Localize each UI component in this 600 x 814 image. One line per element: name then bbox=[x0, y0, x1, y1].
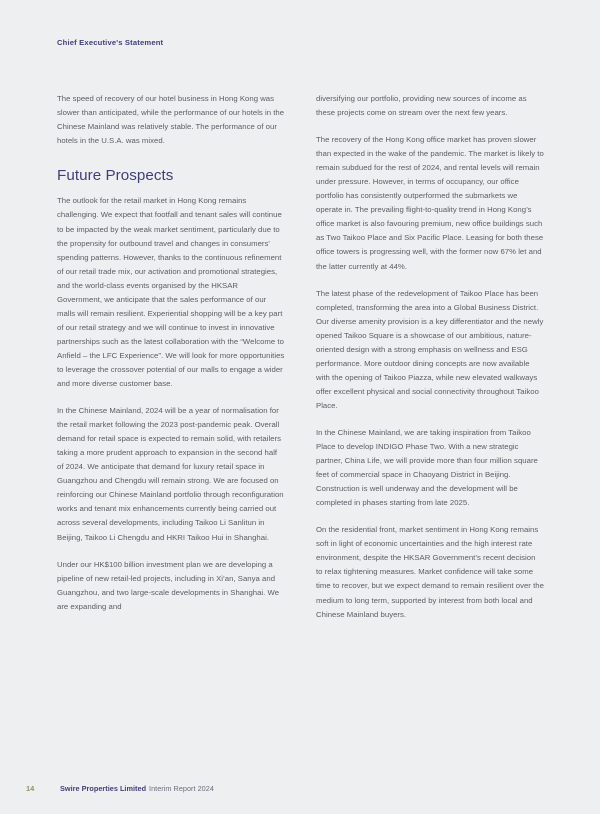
footer-company-name: Swire Properties Limited bbox=[60, 784, 147, 793]
right-column bbox=[316, 92, 544, 622]
page-footer bbox=[26, 784, 214, 793]
paragraph: The speed of recovery of our hotel business in Hong Kong was slower than anticipated, while the performance of our hotels in the Chinese Mainland was relatively stable. The performance of our hotels in the U.S.A. was mixed. bbox=[57, 94, 285, 146]
paragraph: The latest phase of the redevelopment of Taikoo Place has been completed, transforming the area into a Global Business District. Our diverse amenity provision is a key differentiator and the newly opened Taikoo Square is a showcase of our ambitious, nature-oriented design with a strong emphasis on wellness and ESG performance. More outdoor dining concepts are now available with the opening of Taikoo Piazza, while new elevated walkways offer excellent physical and social connectivity throughout Taikoo Place. bbox=[316, 288, 544, 410]
section-heading-future-prospects: Future Prospects bbox=[57, 167, 174, 185]
paragraph: diversifying our portfolio, providing new sources of income as these projects come on stream over the next few years. bbox=[316, 94, 527, 118]
footer-report-title: Interim Report 2024 bbox=[149, 784, 214, 793]
paragraph: The recovery of the Hong Kong office market has proven slower than expected in the wake of the pandemic. The market is likely to remain subdued for the rest of 2024, and rental levels will remain under pressure. However, in terms of occupancy, our office portfolio has consistently outperformed the submarkets we operate in. The prevailing flight-to-quality trend in Hong Kong’s office market is also favouring premium, new office buildings such as Two Taikoo Place and Six Pacific Place. Leasing for both these office towers is progressing well, with the former now 67% let and the latter currently at 44%. bbox=[316, 135, 544, 271]
paragraph: Under our HK$100 billion investment plan we are developing a pipeline of new retail-led projects, including in Xi’an, Sanya and Guangzhou, and two large-scale developments in Shanghai. We are expanding and bbox=[57, 559, 280, 611]
paragraph: In the Chinese Mainland, we are taking inspiration from Taikoo Place to develop INDIGO Phase Two. With a new strategic partner, China Life, we will provide more than four million square feet of commercial space in Chaoyang District in Beijing. Construction is well underway and the development will be completed in phases starting from late 2025. bbox=[316, 427, 538, 508]
paragraph: In the Chinese Mainland, 2024 will be a year of normalisation for the retail market following the 2023 post-pandemic peak. Overall demand for retail space is expected to remain solid, with retailers taking a more prudent approach to expansion in the second half of 2024. We anticipate that demand for luxury retail space in Guangzhou and Chengdu will remain strong. We are focused on reinforcing our Chinese Mainland portfolio through reconfiguration works and tenant mix enhancements currently being carried out across several developments, including Taikoo Li Sanlitun in Beijing, Taikoo Li Chengdu and HKRI Taikoo Hui in Shanghai. bbox=[57, 406, 284, 542]
paragraph: On the residential front, market sentiment in Hong Kong remains soft in light of economic uncertainties and the high interest rate environment, despite the HKSAR Government’s recent decision to relax tightening measures. Market confidence will take some time to recover, but we expect demand to remain resilient over the medium to long term, supported by interest from both local and Chinese Mainland buyers. bbox=[316, 525, 544, 619]
two-column-body bbox=[57, 92, 544, 622]
page-number: 14 bbox=[26, 784, 35, 793]
running-header: Chief Executive's Statement bbox=[57, 38, 164, 47]
paragraph: The outlook for the retail market in Hong Kong remains challenging. We expect that footfall and tenant sales will continue to be impacted by the weak market sentiment, particularly due to the propensity for outbound travel and changes in consumers' spending patterns. However, thanks to the continuous refinement of our retail trade mix, our activation and promotional strategies, and the world-class events organised by the HKSAR Government, we anticipate that the sales performance of our malls will remain resilient. Experiential shopping will be a key part of our retail strategy and we will continue to invest in innovative partnerships such as the latest collaboration with the “Welcome to Anfield – the LFC Experience”. We will look for more opportunities to leverage the crossover potential of our malls to engage a wider and more diverse customer base. bbox=[57, 196, 285, 389]
left-column bbox=[57, 92, 285, 614]
